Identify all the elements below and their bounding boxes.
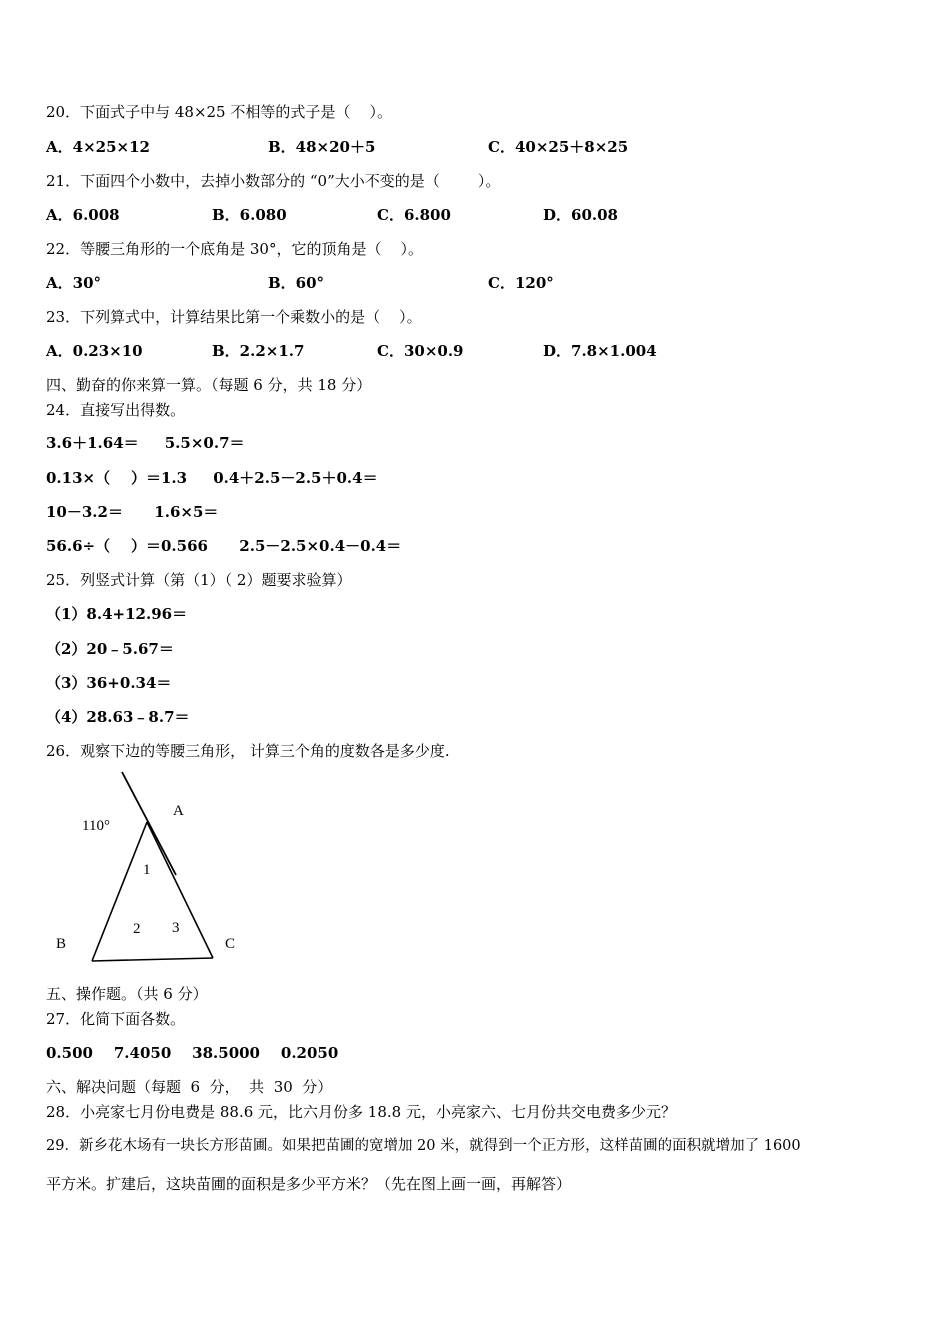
- q20-text: 20．下面式子中与 48×25 不相等的式子是（ ）。: [46, 103, 392, 121]
- q29-line-2: 平方米。扩建后，这块苗圃的面积是多少平方米？（先在图上画一画，再解答）: [46, 1175, 572, 1193]
- extended-side-line: [122, 772, 176, 875]
- section-6-heading: 六、解决问题（每题 6 分， 共 30 分）: [46, 1078, 333, 1096]
- q24-text: 24．直接写出得数。: [46, 401, 186, 419]
- vertex-b-label: B: [56, 936, 67, 952]
- angle-3-label: 3: [172, 920, 180, 936]
- q24-row-2: 0.13×（ ）＝1.3 0.4＋2.5－2.5＋0.4＝: [46, 469, 378, 487]
- q21-option-c: C．6.800: [377, 206, 451, 224]
- q25-row-3: （3）36+0.34＝: [46, 674, 172, 692]
- q24-row-1: 3.6＋1.64＝ 5.5×0.7＝: [46, 434, 245, 452]
- q20-option-b: B．48×20＋5: [268, 138, 376, 156]
- q29-line-1: 29．新乡花木场有一块长方形苗圃。如果把苗圃的宽增加 20 米，就得到一个正方形，这样苗圃的面积就增加了 1600: [46, 1138, 801, 1154]
- vertex-c-label: C: [225, 936, 236, 952]
- q21-option-a: A．6.008: [46, 206, 120, 224]
- q22-option-b: B．60°: [268, 274, 325, 292]
- q27-numbers: 0.500 7.4050 38.5000 0.2050: [46, 1044, 339, 1062]
- q25-row-4: （4）28.63﹣8.7＝: [46, 708, 190, 726]
- q20-option-a: A．4×25×12: [46, 138, 150, 156]
- section-5-heading: 五、操作题。（共 6 分）: [46, 985, 208, 1003]
- q22-option-c: C．120°: [488, 274, 554, 292]
- q20-option-c: C．40×25＋8×25: [488, 138, 629, 156]
- q25-row-1: （1）8.4+12.96＝: [46, 605, 188, 623]
- q23-option-c: C．30×0.9: [377, 342, 464, 360]
- side-ac: [147, 822, 213, 958]
- angle-2-label: 2: [133, 921, 141, 937]
- q21-option-b: B．6.080: [212, 206, 287, 224]
- q22-text: 22．等腰三角形的一个底角是 30°，它的顶角是（ ）。: [46, 240, 424, 258]
- q28-text: 28．小亮家七月份电费是 88.6 元，比六月份多 18.8 元，小亮家六、七月份共交电费多少元？: [46, 1103, 676, 1121]
- vertex-a-label: A: [173, 803, 184, 819]
- q23-option-b: B．2.2×1.7: [212, 342, 305, 360]
- angle-1-label: 1: [143, 862, 151, 878]
- isosceles-triangle-figure: [40, 768, 260, 978]
- side-ab: [92, 822, 147, 961]
- q25-text: 25．列竖式计算（第（1）（ 2）题要求验算）: [46, 571, 352, 589]
- q24-row-3: 10－3.2＝ 1.6×5＝: [46, 503, 219, 521]
- q24-row-4: 56.6÷（ ）＝0.566 2.5－2.5×0.4－0.4＝: [46, 537, 402, 555]
- q21-option-d: D．60.08: [543, 206, 618, 224]
- exterior-angle-label: 110°: [82, 818, 110, 834]
- q22-option-a: A．30°: [46, 274, 102, 292]
- q27-text: 27．化简下面各数。: [46, 1010, 186, 1028]
- q23-text: 23．下列算式中，计算结果比第一个乘数小的是（ ）。: [46, 308, 422, 326]
- q25-row-2: （2）20﹣5.67＝: [46, 640, 174, 658]
- q26-text: 26．观察下边的等腰三角形， 计算三个角的度数各是多少度.: [46, 742, 450, 760]
- side-bc: [92, 958, 213, 961]
- q23-option-d: D．7.8×1.004: [543, 342, 657, 360]
- q23-option-a: A．0.23×10: [46, 342, 143, 360]
- q21-text: 21．下面四个小数中，去掉小数部分的 “0”大小不变的是（ ）。: [46, 172, 501, 190]
- section-4-heading: 四、勤奋的你来算一算。（每题 6 分，共 18 分）: [46, 376, 372, 394]
